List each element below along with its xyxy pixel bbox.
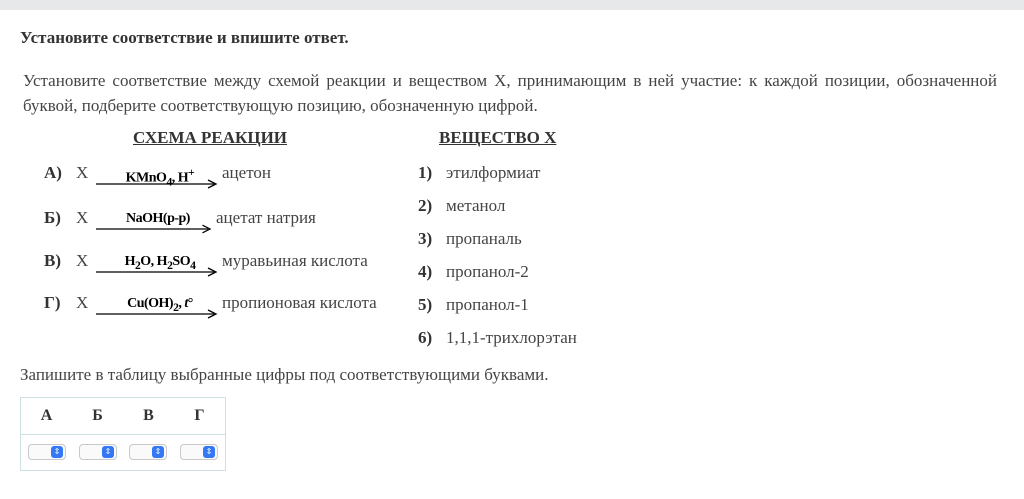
option-label: пропанол-2 xyxy=(446,262,529,281)
option-6 xyxy=(418,328,577,348)
updown-chevron-icon: ⇕ xyxy=(102,446,114,458)
answer-select-v[interactable] xyxy=(129,444,167,460)
answer-header-v: В xyxy=(143,407,154,424)
reaction-product: ацетат натрия xyxy=(216,208,316,227)
option-number: 4) xyxy=(418,262,433,281)
reaction-arrow-icon xyxy=(96,179,218,189)
updown-chevron-icon: ⇕ xyxy=(152,446,164,458)
reaction-letter: Г) xyxy=(44,293,61,312)
option-label: пропаналь xyxy=(446,229,522,248)
reaction-conditions: $H_2O$, $H_2SO_4$ xyxy=(124,254,196,272)
reaction-scheme-header: СХЕМА РЕАКЦИИ xyxy=(133,128,288,147)
option-number: 1) xyxy=(418,163,433,182)
reaction-conditions: $Cu(OH)_2$, t° xyxy=(127,296,193,314)
reactant-x: Х xyxy=(76,251,89,270)
option-3 xyxy=(418,229,522,249)
reaction-letter: Б) xyxy=(44,208,61,227)
option-label: метанол xyxy=(446,196,506,215)
answer-header-a: А xyxy=(40,407,53,424)
reaction-letter: А) xyxy=(44,163,62,182)
option-label: пропанол-1 xyxy=(446,295,529,314)
reactant-x: Х xyxy=(76,293,89,312)
option-number: 2) xyxy=(418,196,433,215)
option-2 xyxy=(418,196,505,216)
substance-x-header: ВЕЩЕСТВО Х xyxy=(439,128,557,147)
top-bar xyxy=(0,0,1024,10)
answer-instruction: Запишите в таблицу выбранные цифры под соответствующими буквами. xyxy=(20,365,549,384)
option-5 xyxy=(418,295,529,315)
reactant-x: Х xyxy=(76,208,89,227)
option-4 xyxy=(418,262,529,282)
reaction-conditions: KMnO$_4$, H+ xyxy=(125,166,195,189)
reaction-product: пропионовая кислота xyxy=(222,293,377,312)
answer-header-b: Б xyxy=(92,407,103,424)
answer-select-g[interactable] xyxy=(180,444,218,460)
option-label: этилформиат xyxy=(446,163,541,182)
reaction-product: ацетон xyxy=(222,163,271,182)
reaction-product: муравьиная кислота xyxy=(222,251,368,270)
reaction-arrow-icon xyxy=(96,309,218,319)
option-label: 1,1,1-трихлорэтан xyxy=(446,328,577,347)
option-number: 5) xyxy=(418,295,433,314)
answer-select-b[interactable] xyxy=(79,444,117,460)
answer-select-a[interactable] xyxy=(28,444,66,460)
reaction-letter: В) xyxy=(44,251,61,270)
task-heading: Установите соответствие и впишите ответ. xyxy=(20,28,349,47)
option-number: 6) xyxy=(418,328,433,347)
answer-table xyxy=(20,397,226,471)
task-statement: Установите соответствие между схемой реакции и веществом Х, принимающим в ней участие: к каждой позиции, обозначенной буквой, подберите соответствующую позицию, обозначенную цифрой. xyxy=(23,71,997,115)
reaction-conditions: NaOH(р-р) xyxy=(126,211,190,226)
updown-chevron-icon: ⇕ xyxy=(203,446,215,458)
reaction-arrow-icon xyxy=(96,224,212,234)
option-1 xyxy=(418,163,540,183)
reaction-arrow-icon xyxy=(96,267,218,277)
answer-header-row xyxy=(21,398,225,435)
reactant-x: Х xyxy=(76,163,89,182)
updown-chevron-icon: ⇕ xyxy=(51,446,63,458)
option-number: 3) xyxy=(418,229,433,248)
answer-header-g: Г xyxy=(194,407,205,424)
